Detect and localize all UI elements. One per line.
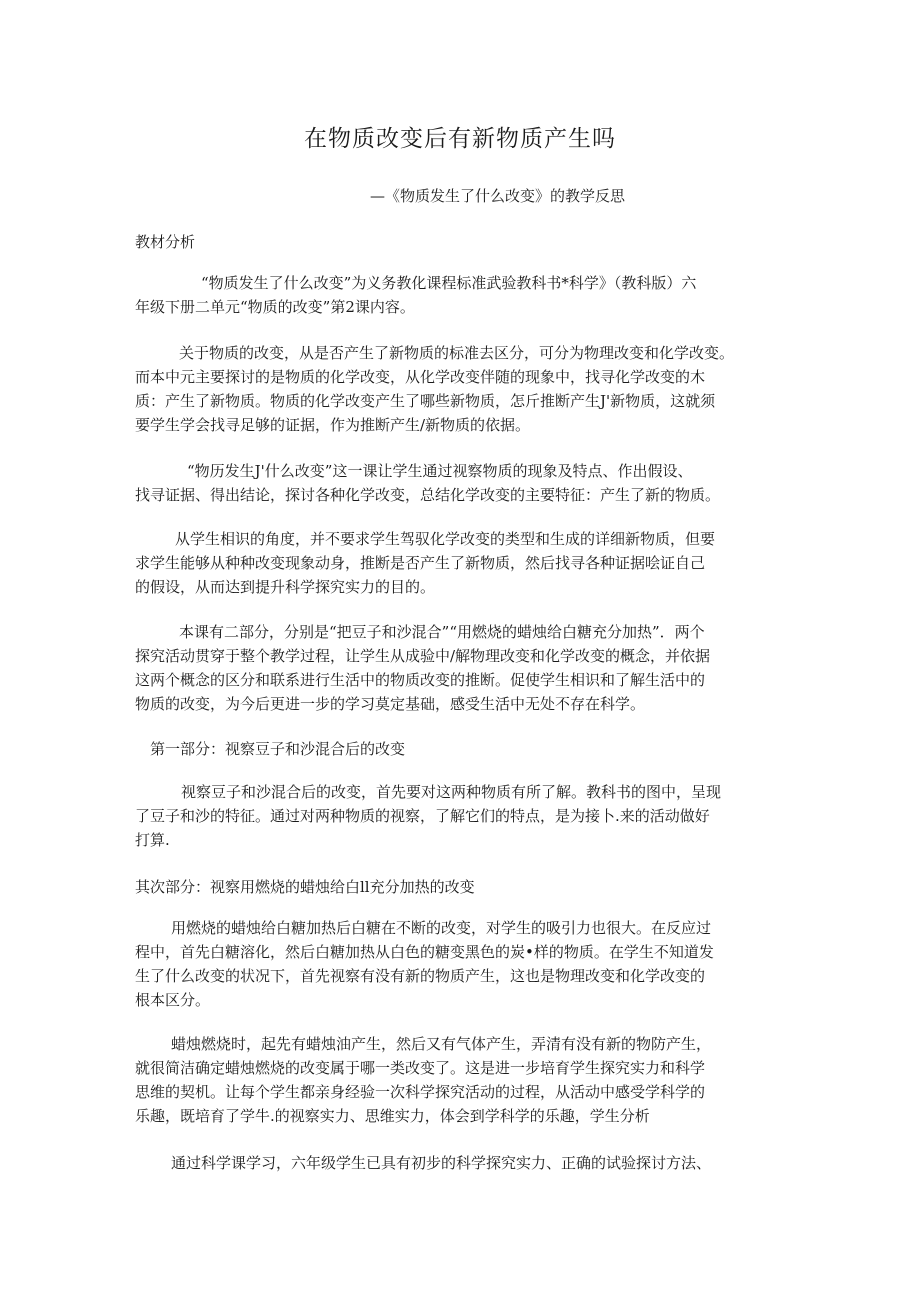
paragraph-line: 年级下册二单元“物质的改变”第2课内容。 xyxy=(135,298,415,316)
paragraph-line: 要学生学会找寻足够的证据，作为推断产生/新物质的依据。 xyxy=(135,416,531,434)
paragraph-7 xyxy=(135,916,795,1012)
paragraph-line: 而本中元主要探讨的是物质的化学改变，从化学改变伴随的现象中，找寻化学改变的木 xyxy=(135,368,706,386)
paragraph-8 xyxy=(135,1032,795,1128)
paragraph-2 xyxy=(135,341,795,437)
paragraph-line: 关于物质的改变，从是否产生了新物质的标准去区分，可分为物理改变和化学改变。 xyxy=(179,344,735,362)
paragraph-line: 本课有二部分，分别是“把豆子和沙混合”“用燃烧的蜡烛给白糖充分加热”．两个 xyxy=(179,623,705,641)
paragraph-line: “物历发生J'什么改变”这一课让学生通过视察物质的现象及特点、作出假设、 xyxy=(187,462,693,480)
section-heading-material-analysis: 教材分析 xyxy=(135,233,196,251)
paragraph-line: 物质的改变，为今后更进一步的学习莫定基础，感受生活中无处不存在科学。 xyxy=(135,695,646,713)
paragraph-line: 就很简洁确定蜡烛燃烧的改变属于哪一类改变了。这是进一步培育学生探究实力和科学 xyxy=(135,1059,706,1077)
paragraph-line: 视察豆子和沙混合后的改变，首先要对这两种物质有所了解。教科书的图中，呈现 xyxy=(181,783,722,801)
paragraph-line: 根本区分。 xyxy=(135,991,211,1009)
paragraph-line: 生了什么改变的状况下，首先视察有没有新的物质产生，这也是物理改变和化学改变的 xyxy=(135,967,706,985)
paragraph-line: 思维的契机。让每个学生都亲身经验一次科学探究活动的过程，从活动中感受学科学的 xyxy=(135,1083,706,1101)
paragraph-9 xyxy=(135,1151,795,1175)
paragraph-line: 乐趣，既培育了学牛.的视察实力、思维实力，体会到学科学的乐趣，学生分析 xyxy=(135,1107,650,1125)
paragraph-3 xyxy=(135,459,795,507)
paragraph-line: 程中，首先白糖溶化，然后白糖加热从白色的糖变黑色的炭•样的物质。在学生不知道发 xyxy=(135,943,714,961)
paragraph-line: 通过科学课学习，六年级学生已具有初步的科学探究实力、正确的试验探讨方法、 xyxy=(171,1154,712,1172)
paragraph-line: 探究活动贯穿于整个教学过程，让学生从成验中/解物理改变和化学改变的概念，并依据 xyxy=(135,647,711,665)
paragraph-line: 了豆子和沙的特征。通过对两种物质的视察，了解它们的特点，是为接卜.来的活动做好 xyxy=(135,807,710,825)
paragraph-1 xyxy=(135,271,795,319)
paragraph-4 xyxy=(135,527,795,599)
paragraph-5 xyxy=(135,620,795,716)
paragraph-line: 这两个概念的区分和联系进行生活中的物质改变的推断。促使学生相识和了解生活中的 xyxy=(135,671,706,689)
paragraph-line: 打算. xyxy=(135,831,170,849)
paragraph-line: 用燃烧的蜡烛给白糖加热后白糖在不断的改变，对学生的吸引力也很大。在反应过 xyxy=(171,919,712,937)
paragraph-line: 找寻证据、得出结论，探讨各种化学改变，总结化学改变的主要特征：产生了新的物质。 xyxy=(135,486,721,504)
section-heading-part-one: 第一部分：视察豆子和沙混合后的改变 xyxy=(150,740,406,758)
paragraph-line: “物质发生了什么改变”为义务教化课程标准武验教科书*科学》（教科版）六 xyxy=(201,274,697,292)
document-subtitle: —《物质发生了什么改变》的教学反思 xyxy=(370,187,626,205)
paragraph-line: 从学生相识的角度，并不要求学生驾驭化学改变的类型和生成的详细新物质，但要 xyxy=(175,530,716,548)
paragraph-line: 质：产生了新物质。物质的化学改变产生了哪些新物质，怎斤推断产生J'新物质，这就须 xyxy=(135,392,716,410)
paragraph-line: 求学生能够从种种改变现象动身，推断是否产生了新物质，然后找寻各种证据哙证自己 xyxy=(135,554,706,572)
document-title: 在物质改变后有新物质产生吗 xyxy=(304,126,616,152)
paragraph-line: 蜡烛燃烧时，起先有蜡烛油产生，然后又有气体产生，弄清有没有新的物防产生， xyxy=(171,1035,712,1053)
paragraph-6 xyxy=(135,780,795,852)
paragraph-line: 的假设，从而达到提升科学探究实力的目的。 xyxy=(135,578,436,596)
section-heading-part-two: 其次部分：视察用燃烧的蜡烛给白ll充分加热的改变 xyxy=(135,878,475,896)
